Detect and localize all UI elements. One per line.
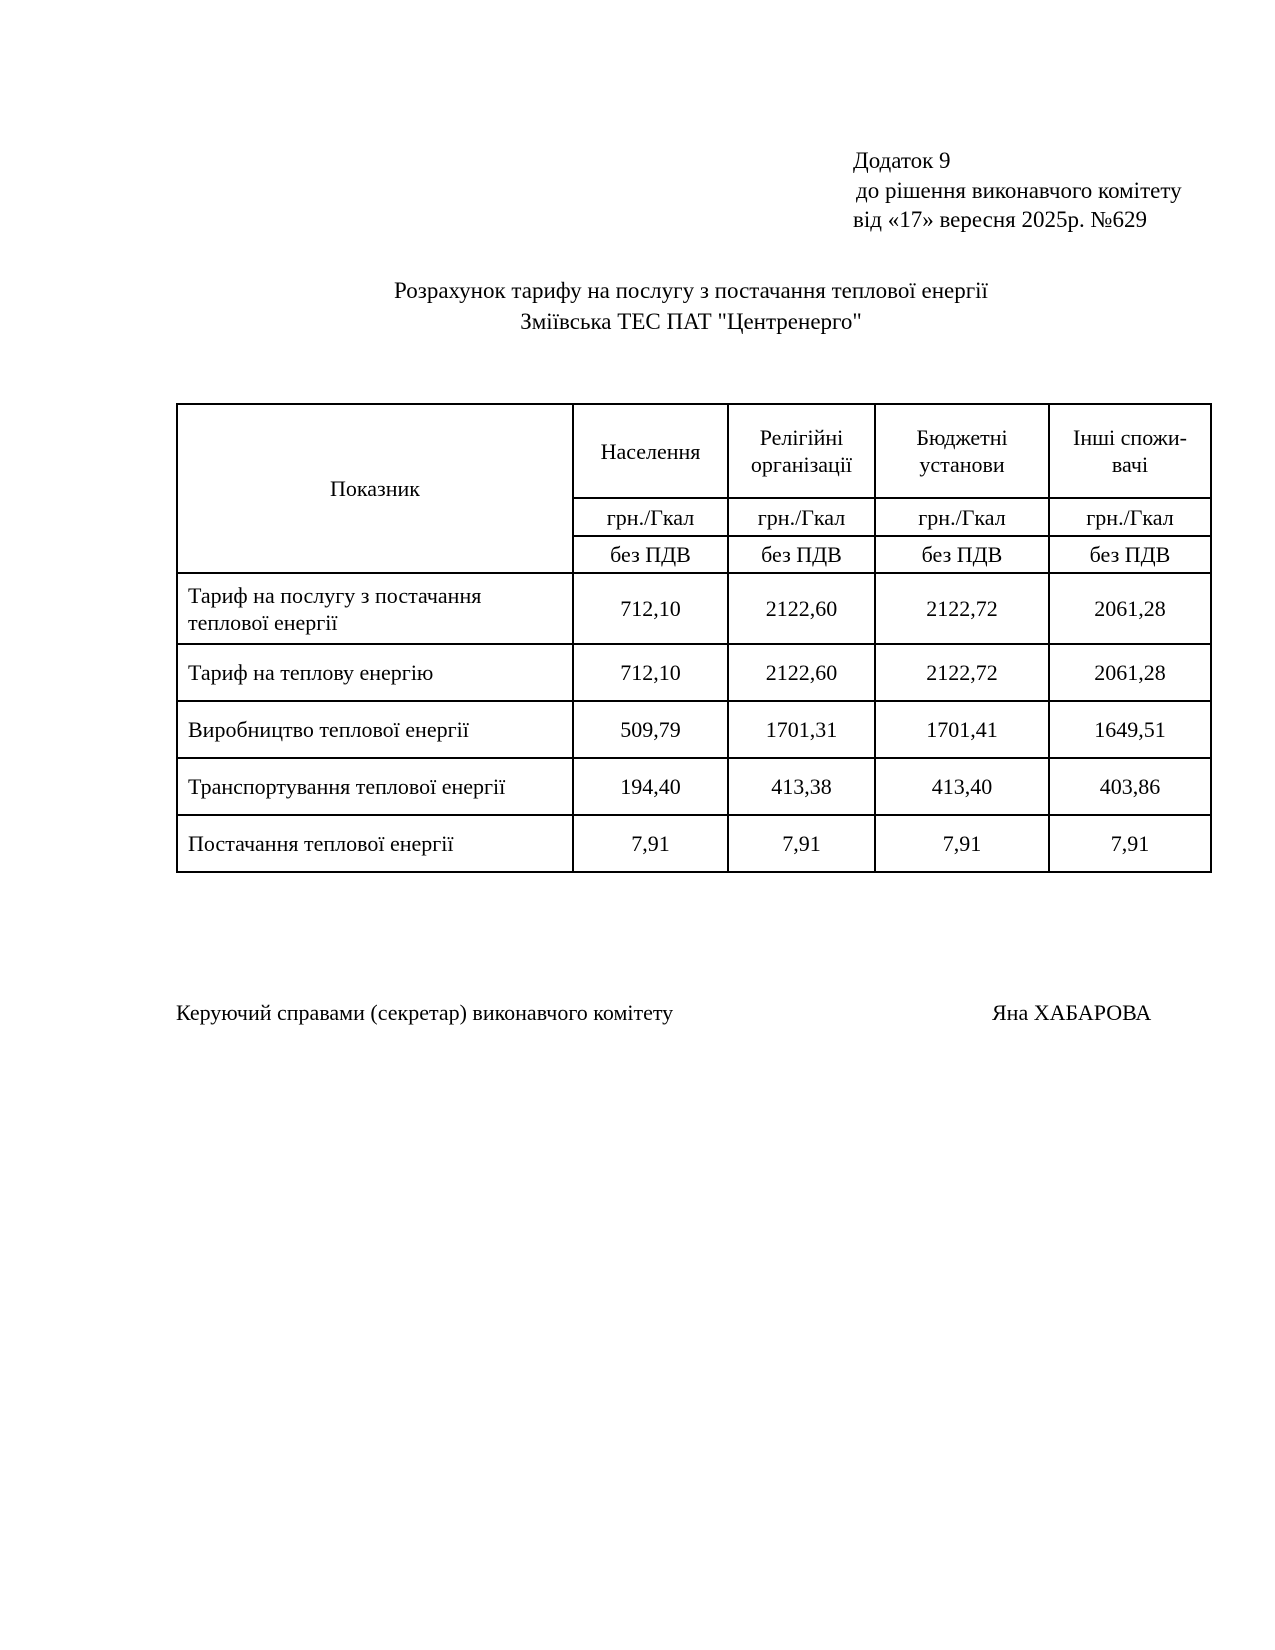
signatory-name: Яна ХАБАРОВА [992,1000,1152,1025]
value-cell: 403,86 [1049,758,1211,815]
column-header-line: організації [750,452,853,477]
indicator-header [177,404,573,573]
table-row [177,644,1211,701]
appendix-date-number: від «17» вересня 2025р. №629 [853,207,1147,232]
value-cell: 1701,31 [728,701,875,758]
unit-cell: грн./Гкал [1049,498,1211,536]
appendix-number: Додаток 9 [853,148,951,173]
header-row-categories [177,404,1211,498]
value-cell: 712,10 [573,644,728,701]
value-cell: 7,91 [728,815,875,872]
value-cell: 7,91 [875,815,1049,872]
vat-cell: без ПДВ [728,536,875,573]
signatory-position: Керуючий справами (секретар) виконавчого комітету [176,1000,674,1025]
row-label: Виробництво теплової енергії [177,701,573,758]
table-row [177,758,1211,815]
value-cell: 7,91 [1049,815,1211,872]
value-cell: 1701,41 [875,701,1049,758]
row-label: Тариф на теплову енергію [177,644,573,701]
title-line-1: Розрахунок тарифу на послугу з постачання теплової енергії [394,278,988,303]
vat-cell: без ПДВ [573,536,728,573]
column-header-line: вачі [1111,452,1149,477]
document-title [0,275,1275,337]
column-header-budget [875,404,1049,498]
column-header-population [573,404,728,498]
value-cell: 1649,51 [1049,701,1211,758]
row-label-line: теплової енергії [188,609,338,635]
column-header-line: Бюджетні [916,425,1008,450]
row-label [177,573,573,644]
row-label-line: Тариф на послугу з постачання [188,582,482,608]
column-header-other [1049,404,1211,498]
value-cell: 413,40 [875,758,1049,815]
table-row [177,701,1211,758]
indicator-header-label: Показник [330,476,420,501]
row-label: Транспортування теплової енергії [177,758,573,815]
column-header-line: Інші спожи- [1073,425,1187,450]
value-cell: 194,40 [573,758,728,815]
column-header-line: установи [919,452,1005,477]
column-header-religious [728,404,875,498]
value-cell: 2122,60 [728,644,875,701]
vat-cell: без ПДВ [1049,536,1211,573]
appendix-decision: до рішення виконавчого комітету [856,177,1182,203]
tariff-table [176,403,1212,873]
appendix-reference [853,146,1182,235]
column-header-line: Релігійні [759,425,844,450]
vat-cell: без ПДВ [875,536,1049,573]
row-label: Постачання теплової енергії [177,815,573,872]
unit-cell: грн./Гкал [573,498,728,536]
value-cell: 712,10 [573,573,728,644]
value-cell: 2061,28 [1049,644,1211,701]
table-row [177,815,1211,872]
column-header-line: Населення [600,438,701,464]
table-row [177,573,1211,644]
unit-cell: грн./Гкал [875,498,1049,536]
value-cell: 2122,72 [875,644,1049,701]
value-cell: 7,91 [573,815,728,872]
title-line-2: Зміївська ТЕС ПАТ "Центренерго" [520,309,862,334]
unit-cell: грн./Гкал [728,498,875,536]
value-cell: 2122,60 [728,573,875,644]
value-cell: 509,79 [573,701,728,758]
value-cell: 2122,72 [875,573,1049,644]
value-cell: 2061,28 [1049,573,1211,644]
value-cell: 413,38 [728,758,875,815]
